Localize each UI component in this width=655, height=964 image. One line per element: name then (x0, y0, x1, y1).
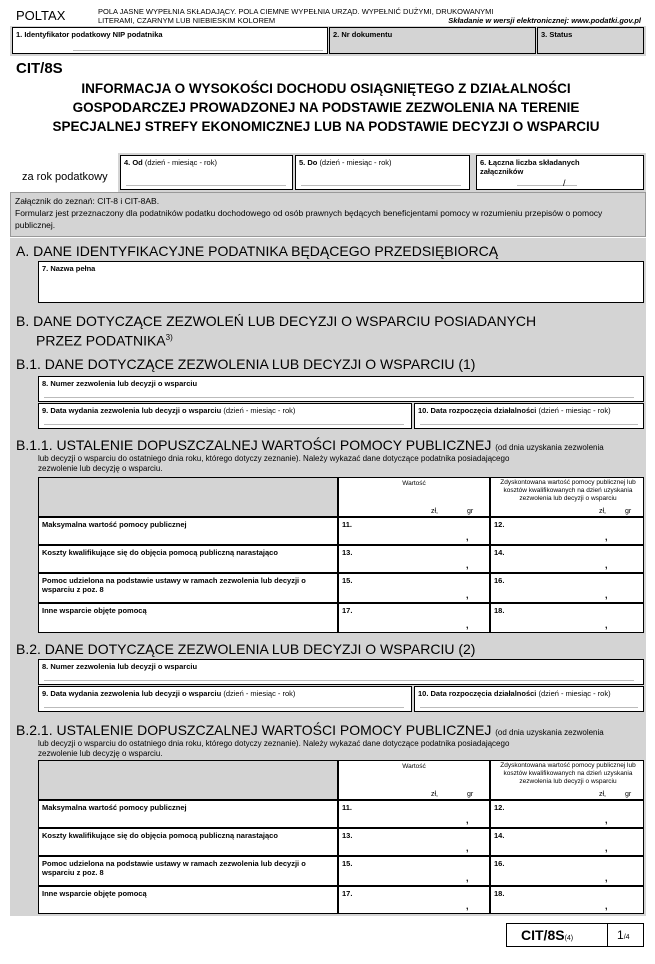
b1-issue-date-field[interactable] (38, 403, 412, 429)
b11-field-12-num: 12. (494, 520, 505, 529)
b2-start-date-hint: (dzień - miesiąc - rok) (538, 689, 611, 698)
brand-label: POLTAX (16, 8, 66, 23)
b21-row-3-label: Pomoc udzielona na podstawie ustawy w ramach zezwolenia lub decyzji o wsparciu z poz. 8 (42, 859, 306, 877)
b21-field-16-num: 16. (494, 859, 505, 868)
date-to-field[interactable] (295, 155, 470, 190)
b21-desc-2: lub decyzji o wsparciu do ostatniego dnia roku, którego dotyczy zeznanie). Należy wykazać dane dotyczące podatnika posiadającego (38, 739, 510, 748)
b21-field-18[interactable]: 18. , (490, 886, 644, 914)
b11-field-16-num: 16. (494, 576, 505, 585)
document-number-field (329, 27, 536, 54)
b1-issue-date-label: 9. Data wydania zezwolenia lub decyzji o wsparciu (42, 406, 222, 415)
b21-field-11-num: 11. (342, 803, 353, 812)
b11-field-17[interactable]: 17. , (338, 603, 490, 633)
b11-col-discounted-zl: zł, (599, 508, 606, 515)
b21-desc-3: zezwolenie lub decyzję o wsparciu. (38, 749, 163, 758)
b21-field-17[interactable]: 17. , (338, 886, 490, 914)
b21-title: B.2.1. USTALENIE DOPUSZCZALNEJ WARTOŚCI POMOCY PUBLICZNEJ (16, 722, 492, 738)
b21-field-11[interactable]: 11. , (338, 800, 490, 828)
b1-start-date-hint: (dzień - miesiąc - rok) (538, 406, 611, 415)
b2-title: B.2. DANE DOTYCZĄCE ZEZWOLENIA LUB DECYZJI O WSPARCIU (2) (16, 641, 476, 657)
doc-number-label: 2. Nr dokumentu (333, 30, 393, 39)
fill-instructions: POLA JASNE WYPEŁNIA SKŁADAJĄCY. POLA CIEMNE WYPEŁNIA URZĄD. WYPEŁNIĆ DUŻYMI, DRUKOWANYMI LITERAMI, CZARNYM LUB NIEBIESKIM KOLOREM (98, 7, 494, 25)
b11-col-value-gr: gr (467, 508, 474, 515)
b11-desc-2: lub decyzji o wsparciu do ostatniego dnia roku, którego dotyczy zeznanie). Należy wykazać dane dotyczące podatnika posiadającego (38, 454, 510, 463)
electronic-note: Składanie w wersji elektronicznej: www.podatki.gov.pl (448, 16, 641, 25)
b21-row-4-label: Inne wsparcie objęte pomocą (42, 889, 147, 898)
b11-field-15-num: 15. (342, 576, 353, 585)
b21-field-12[interactable]: 12. , (490, 800, 644, 828)
b11-desc-1: (od dnia uzyskania zezwolenia (495, 443, 604, 452)
date-from-hint: (dzień - miesiąc - rok) (144, 158, 217, 167)
b21-col-discounted-label: Zdyskontowana wartość pomocy publicznej lub kosztów kwalifikowanych na dzień uzyskania zezwolenia lub decyzji o wsparciu (500, 762, 636, 785)
section-a-title: A. DANE IDENTYFIKACYJNE PODATNIKA BĘDĄCEGO PRZEDSIĘBIORCĄ (16, 243, 499, 259)
footer-form-code: CIT/8S (521, 927, 565, 943)
footer-version: (4) (564, 935, 574, 942)
b21-row-2-label: Koszty kwalifikujące się do objęcia pomocą publiczną narastająco (42, 831, 278, 840)
b2-issue-date-field[interactable] (38, 686, 412, 712)
b2-issue-date-hint: (dzień - miesiąc - rok) (223, 689, 296, 698)
b21-col-value-gr: gr (467, 791, 474, 798)
full-name-label: 7. Nazwa pełna (42, 264, 96, 273)
footer-page-number: 1 (617, 928, 624, 942)
slash-separator: / (563, 178, 566, 188)
b2-permit-number-field[interactable] (38, 659, 644, 685)
b21-desc-1: (od dnia uzyskania zezwolenia (495, 728, 604, 737)
b21-field-18-num: 18. (494, 889, 505, 898)
b11-field-13-num: 13. (342, 548, 353, 557)
b2-permit-number-label: 8. Numer zezwolenia lub decyzji o wsparciu (42, 662, 198, 671)
attachment-line-1: Załącznik do zeznań: CIT-8 i CIT-8AB. (15, 196, 160, 206)
b1-start-date-label: 10. Data rozpoczęcia działalności (418, 406, 537, 415)
b11-field-13[interactable]: 13. , (338, 545, 490, 573)
status-field (537, 27, 644, 54)
b11-row-4-label: Inne wsparcie objęte pomocą (42, 606, 147, 615)
date-from-field[interactable] (120, 155, 293, 190)
footer-page-total: /4 (623, 934, 630, 941)
b2-start-date-field[interactable] (414, 686, 644, 712)
attachments-count-label: 6. Łączna liczba składanych załączników (480, 158, 580, 176)
b1-permit-number-label: 8. Numer zezwolenia lub decyzji o wsparciu (42, 379, 198, 388)
b1-issue-date-hint: (dzień - miesiąc - rok) (223, 406, 296, 415)
b21-field-13[interactable]: 13. , (338, 828, 490, 856)
b11-field-11[interactable]: 11. , (338, 517, 490, 545)
b21-field-14[interactable]: 14. , (490, 828, 644, 856)
b21-field-12-num: 12. (494, 803, 505, 812)
attachment-note-box (10, 192, 646, 237)
b11-title: B.1.1. USTALENIE DOPUSZCZALNEJ WARTOŚCI POMOCY PUBLICZNEJ (16, 437, 492, 453)
title-line-3: SPECJALNEJ STREFY EKONOMICZNEJ LUB NA PODSTAWIE DECYZJI O WSPARCIU (52, 119, 600, 134)
title-line-1: INFORMACJA O WYSOKOŚCI DOCHODU OSIĄGNIĘTEGO Z DZIAŁALNOŚCI (81, 81, 571, 96)
b21-header-blank (38, 760, 338, 800)
b11-field-15[interactable]: 15. , (338, 573, 490, 603)
b11-col-value-label: Wartość (402, 480, 426, 487)
b11-field-14[interactable]: 14. , (490, 545, 644, 573)
title-line-2: GOSPODARCZEJ PROWADZONEJ NA PODSTAWIE ZEZWOLENIA NA TERENIE (72, 100, 580, 115)
b21-col-value-label: Wartość (402, 763, 426, 770)
b21-field-13-num: 13. (342, 831, 353, 840)
form-code: CIT/8S (16, 60, 63, 77)
b11-field-11-num: 11. (342, 520, 353, 529)
section-b-title-1: B. DANE DOTYCZĄCE ZEZWOLEŃ LUB DECYZJI O WSPARCIU POSIADANYCH (16, 313, 537, 329)
date-to-label: 5. Do (299, 158, 318, 167)
b21-field-16[interactable]: 16. , (490, 856, 644, 886)
b21-col-value-zl: zł, (431, 791, 438, 798)
b11-header-blank (38, 477, 338, 517)
b11-field-18-num: 18. (494, 606, 505, 615)
b2-start-date-label: 10. Data rozpoczęcia działalności (418, 689, 537, 698)
b11-row-3-label: Pomoc udzielona na podstawie ustawy w ramach zezwolenia lub decyzji o wsparciu z poz. 8 (42, 576, 306, 594)
b21-col-discounted-header (490, 760, 644, 800)
b11-row-2-label: Koszty kwalifikujące się do objęcia pomocą publiczną narastająco (42, 548, 278, 557)
b21-field-15[interactable]: 15. , (338, 856, 490, 886)
full-name-field[interactable] (38, 261, 644, 303)
b2-issue-date-label: 9. Data wydania zezwolenia lub decyzji o wsparciu (42, 689, 222, 698)
b11-col-discounted-header (490, 477, 644, 517)
b21-col-discounted-zl: zł, (599, 791, 606, 798)
b11-field-17-num: 17. (342, 606, 353, 615)
b1-permit-number-field[interactable] (38, 376, 644, 402)
date-to-hint: (dzień - miesiąc - rok) (319, 158, 392, 167)
nip-field[interactable] (12, 27, 328, 54)
section-b-title-2: PRZEZ PODATNIKA (36, 332, 166, 349)
status-label: 3. Status (541, 30, 573, 39)
b21-col-value-header (338, 760, 490, 800)
section-b-footnote: 3) (165, 333, 173, 342)
b11-field-16[interactable]: 16. , (490, 573, 644, 603)
date-from-label: 4. Od (124, 158, 143, 167)
attachment-line-2: Formularz jest przeznaczony dla podatników podatku dochodowego od osób prawnych będących beneficjentami pomocy w rozumieniu przepisów o pomocy publicznej. (15, 208, 603, 230)
b11-col-value-zl: zł, (431, 508, 438, 515)
b1-start-date-field[interactable] (414, 403, 644, 429)
b11-field-18[interactable]: 18. , (490, 603, 644, 633)
b21-col-discounted-gr: gr (625, 791, 632, 798)
b21-field-17-num: 17. (342, 889, 353, 898)
tax-year-label: za rok podatkowy (22, 171, 108, 183)
b1-title: B.1. DANE DOTYCZĄCE ZEZWOLENIA LUB DECYZJI O WSPARCIU (1) (16, 356, 476, 372)
b11-field-14-num: 14. (494, 548, 505, 557)
footer-form-code-box (506, 923, 644, 947)
b11-row-1-label: Maksymalna wartość pomocy publicznej (42, 520, 187, 529)
b11-col-discounted-label: Zdyskontowana wartość pomocy publicznej lub kosztów kwalifikowanych na dzień uzyskania zezwolenia lub decyzji o wsparciu (500, 479, 636, 502)
b11-col-discounted-gr: gr (625, 508, 632, 515)
b11-desc-3: zezwolenie lub decyzję o wsparciu. (38, 464, 163, 473)
attachments-count-field[interactable] (476, 155, 644, 190)
b21-field-15-num: 15. (342, 859, 353, 868)
b11-col-value-header (338, 477, 490, 517)
b21-field-14-num: 14. (494, 831, 505, 840)
b11-field-12[interactable]: 12. , (490, 517, 644, 545)
nip-label: 1. Identyfikator podatkowy NIP podatnika (16, 30, 163, 39)
b21-row-1-label: Maksymalna wartość pomocy publicznej (42, 803, 187, 812)
